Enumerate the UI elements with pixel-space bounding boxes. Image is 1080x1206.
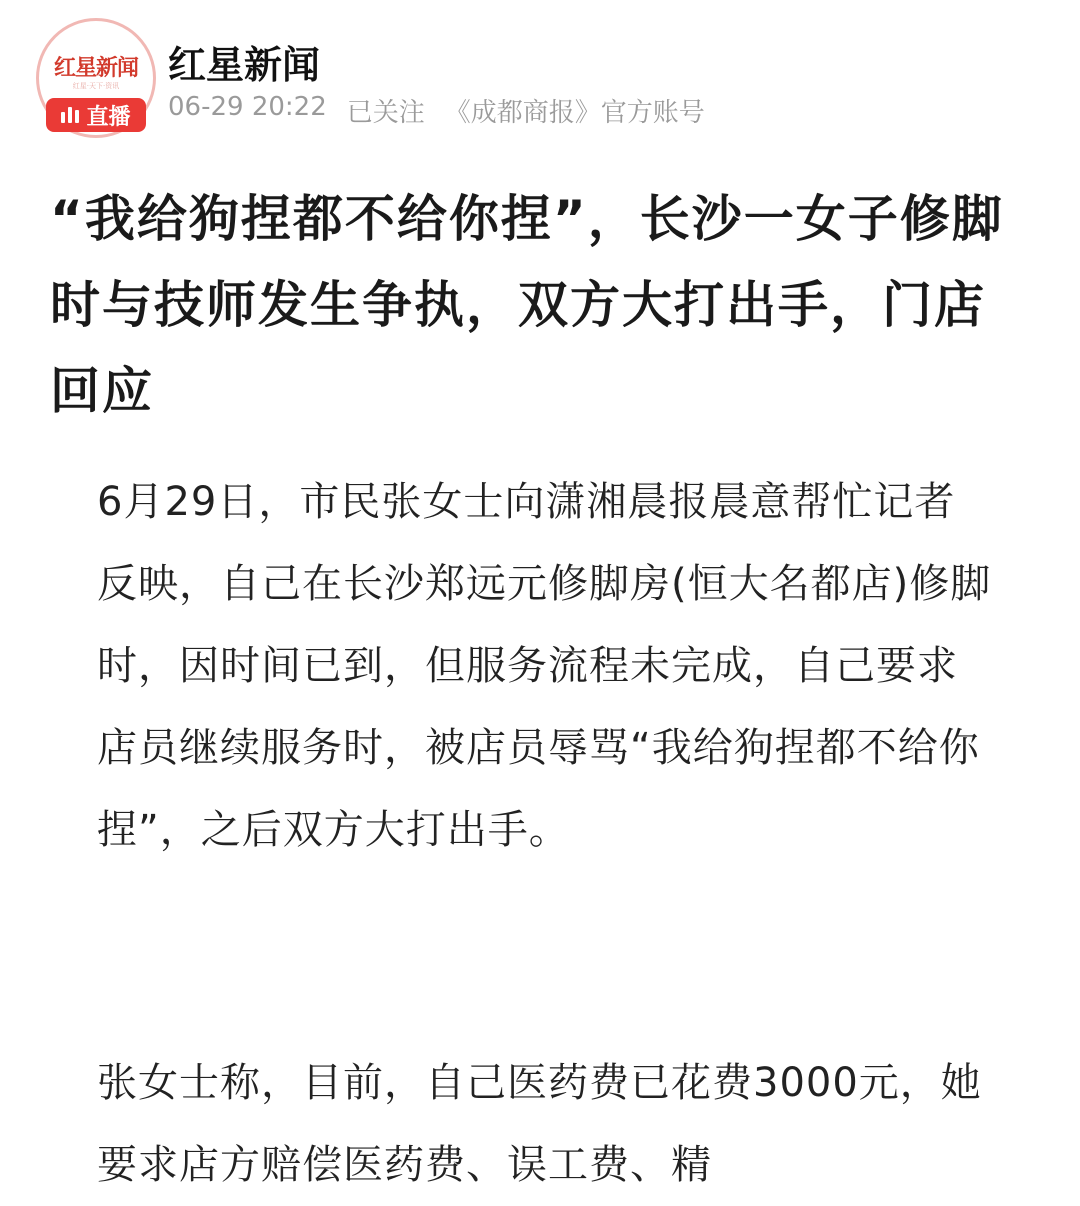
post-meta xyxy=(168,92,705,129)
account-logo: 红星新闻 xyxy=(53,55,138,81)
live-badge-label: 直播 xyxy=(86,104,131,130)
account-description: 《成都商报》官方账号 xyxy=(444,98,705,128)
account-name[interactable]: 红星新闻 xyxy=(168,43,321,87)
article-paragraph: 张女士称，目前，自己医药费已花费3000元，她要求店方赔偿医药费、误工费、精 xyxy=(97,1060,982,1188)
live-icon xyxy=(61,107,79,123)
follow-status[interactable]: 已关注 xyxy=(346,98,425,128)
article-paragraph: 6月29日，市民张女士向潇湘晨报晨意帮忙记者反映，自己在长沙郑远元修脚房(恒大名都店)修脚时，因时间已到，但服务流程未完成，自己要求店员继续服务时，被店员辱骂“我给狗捏都不给你捏”，之后双方大打出手。 xyxy=(97,479,992,853)
account-logo-subtext: 红星·天下·资讯 xyxy=(72,82,120,90)
article-title: “我给狗捏都不给你捏”，长沙一女子修脚时与技师发生争执，双方大打出手，门店回应 xyxy=(50,190,1004,420)
article-header xyxy=(36,18,1036,138)
live-badge[interactable] xyxy=(46,98,146,132)
post-timestamp: 06-29 20:22 xyxy=(168,92,327,122)
